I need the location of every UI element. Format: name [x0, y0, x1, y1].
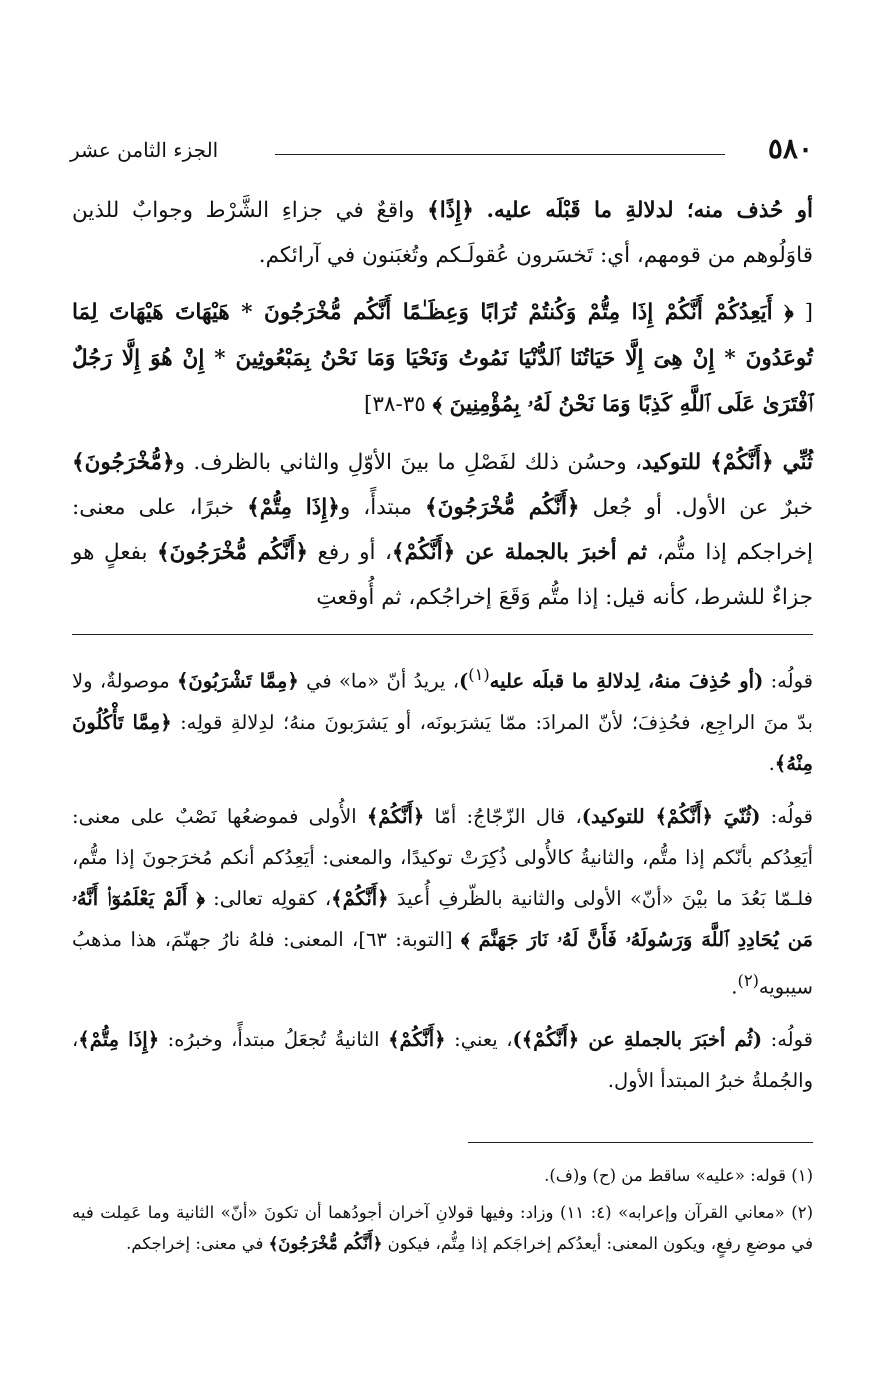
quran-quote: ﴿أَنَّكُمْ﴾	[331, 886, 389, 910]
bold-phrase: أو حُذف منه؛ لدلالةِ ما قَبْلَه عليه.	[486, 198, 814, 223]
page-header	[70, 132, 813, 172]
bold-phrase: (ثُم أخبَرَ بالجملةِ عن ﴿أَنَّكُمْ﴾)	[512, 1028, 763, 1051]
text-run: مبتدأً، و	[339, 495, 426, 520]
bold-phrase: (أو حُذِفَ منهُ، لِدلالةِ ما قبلَه عليه	[489, 669, 764, 693]
commentary-paragraph-2	[72, 796, 813, 1008]
text-run: .	[768, 751, 775, 775]
main-paragraph-2	[72, 440, 813, 620]
quran-quote: ﴿أَنَّكُم مُّخْرَجُونَ﴾	[268, 1234, 383, 1253]
text-run: بفعلٍ هو جزاءٌ للشرط، كأنه قيل: إذا متُّم وَقَعَ إخراجُكم، ثم أُوقعتِ	[72, 540, 813, 610]
quran-quote: ﴿أَنَّكُم مُّخْرَجُونَ﴾	[425, 495, 580, 520]
text-run: ، قال الزّجّاجُ: أمّا	[424, 804, 582, 828]
text-run: في معنى: إخراجكم.	[126, 1234, 269, 1253]
text-run: واقعٌ في جزاءِ الشَّرْط وجوابٌ للذين قاوَلُوهم من قومهم، أي: تَخسَرون عُقولَـكم وتُغبَنون في آرائكم.	[72, 198, 813, 268]
verse-block	[72, 290, 813, 428]
text-run: ، يريدُ أنّ «ما» في	[298, 669, 460, 693]
text-run: (٢) «معاني القرآن وإعرابه» (٤: ١١) وزاد: وفيها قولانِ آخران أجودُهما أن تكونَ «أنّ» الثانية وما عَمِلت فيه في موضعِ رفعٍ، ويكون المعنى: أيعدُكم إخراجَكم إذا مِتُّم، فيكون	[72, 1203, 813, 1253]
quran-quote: ﴿مِمَّا تَأْكُلُونَ مِنْهُ﴾	[72, 710, 813, 775]
quran-quote: ﴿ أَلَمْ يَعْلَمُوٓا۟ أَنَّهُۥ مَن يُحَادِدِ ٱللَّهَ وَرَسُولَهُۥ فَأَنَّ لَهُۥ نَارَ جَهَنَّمَ ﴾	[72, 886, 813, 951]
text-run: ، أو رفع	[307, 540, 392, 565]
quran-quote: ﴿إِذَا مِتُّمْ﴾	[78, 1028, 160, 1051]
quran-quote: ﴿أَنَّكُمْ﴾	[388, 1028, 446, 1051]
text-run: الأُولى فموضعُها نَصْبٌ على معنى: أيَعِدُكم بأنّكم إذا متُّم، والثانيةُ كالأُولى ذُكِرَتْ توكيدًا، والمعنى: أيَعِدُكم أنكم مُخرَجونَ إذا متُّم، فلـمّا بَعُدَ ما بيْنَ «أنّ» الأولى والثانية بالظّرفِ أُعيدَ	[72, 804, 813, 910]
commentary-paragraph-3	[72, 1019, 813, 1101]
bold-phrase: (ثُنّيَ ﴿أَنَّكُمْ﴾ للتوكيد)	[581, 804, 761, 828]
quran-quote: ﴿أَنَّكُمْ﴾	[391, 540, 466, 565]
footnote-1: (١) قوله: «عليه» ساقط من (ح) و(ف).	[544, 1166, 813, 1185]
quran-quote: ﴿مُّخْرَجُونَ﴾	[72, 450, 175, 475]
bold-phrase: ثُنِّي	[782, 450, 813, 475]
quran-quote: ﴿أَنَّكُمْ﴾	[701, 450, 783, 475]
text-run: ، وحسُن ذلك لفَصْلِ ما بينَ الأوّلِ والثاني بالظرف. و	[174, 450, 642, 475]
verse-reference: ٣٥-٣٨]	[363, 392, 433, 417]
text-run: .	[731, 975, 738, 998]
section-separator	[72, 634, 813, 635]
text-run: خبرٌ عن الأول. أو جُعل	[579, 495, 813, 520]
footnotes	[72, 1160, 813, 1259]
text-run: قولُه:	[763, 669, 813, 693]
footnote-marker: (١)	[468, 665, 490, 684]
main-text	[72, 188, 813, 620]
text-run: ، كقولِه تعالى:	[204, 886, 332, 910]
quran-quote: ﴿إِذًا﴾	[427, 198, 474, 223]
text-run: [التوبة: ٦٣]، المعنى: فلهُ نارُ جهنّمَ، هذا مذهبُ سيبويه	[72, 927, 813, 998]
text-run: قولُه:	[760, 804, 813, 828]
quran-quote: ﴿إِذَا مِتُّمْ﴾	[247, 495, 340, 520]
text-run: الثانيةُ تُجعَلُ مبتدأً، وخبرُه:	[159, 1028, 389, 1051]
page-number: ٥٨٠	[767, 132, 813, 165]
footnote-rule	[468, 1142, 813, 1143]
commentary-text	[72, 654, 813, 1101]
footnote-2	[72, 1197, 813, 1259]
header-rule	[275, 154, 725, 155]
quran-quote: ﴿أَنَّكُم مُّخْرَجُونَ﴾	[157, 540, 308, 565]
text-run: قولُه:	[762, 1028, 813, 1051]
bold-phrase: )	[459, 669, 469, 693]
text-run: موصولةٌ، ولا بدّ منَ الراجِع، فحُذِفَ؛ لأنّ المرادَ: ممّا يَشرَبونَه، أو يَشرَبونَ منهُ؛ لدِلالةِ قولِه:	[72, 669, 813, 734]
quran-quote: ﴿مِمَّا تَشْرَبُونَ﴾	[176, 669, 299, 693]
verse-bracket: [	[804, 300, 813, 325]
footnote-marker: (٢)	[737, 970, 759, 990]
verse-text: ﴿ أَيَعِدُكُمْ أَنَّكُمْ إِذَا مِتُّمْ وَكُنتُمْ تُرَابًا وَعِظَـٰمًا أَنَّكُم مُّخْرَجُونَ * هَيْهَاتَ هَيْهَاتَ لِمَا تُوعَدُونَ * إِنْ هِىَ إِلَّا حَيَاتُنَا ٱلدُّنْيَا نَمُوتُ وَنَحْيَا وَمَا نَحْنُ بِمَبْعُوثِينَ * إِنْ هُوَ إِلَّا رَجُلٌ ٱفْتَرَىٰ عَلَى ٱللَّهِ كَذِبًا وَمَا نَحْنُ لَهُۥ بِمُؤْمِنِينَ ﴾	[72, 300, 813, 417]
commentary-paragraph-1	[72, 654, 813, 784]
bold-phrase: ثم أخبرَ بالجملة عن	[465, 540, 648, 565]
bold-phrase: للتوكيد	[641, 450, 702, 475]
text-run: ، والجُملةُ خبرُ المبتدأ الأول.	[72, 1028, 813, 1092]
text-run: خبرًا، على معنى: إخراجكم إذا متُّم،	[72, 495, 813, 565]
text-run: ، يعني:	[445, 1028, 513, 1051]
running-head: الجزء الثامن عشر	[70, 138, 219, 162]
main-paragraph-1	[72, 188, 813, 278]
quran-quote: ﴿أَنَّكُمْ﴾	[366, 804, 425, 828]
